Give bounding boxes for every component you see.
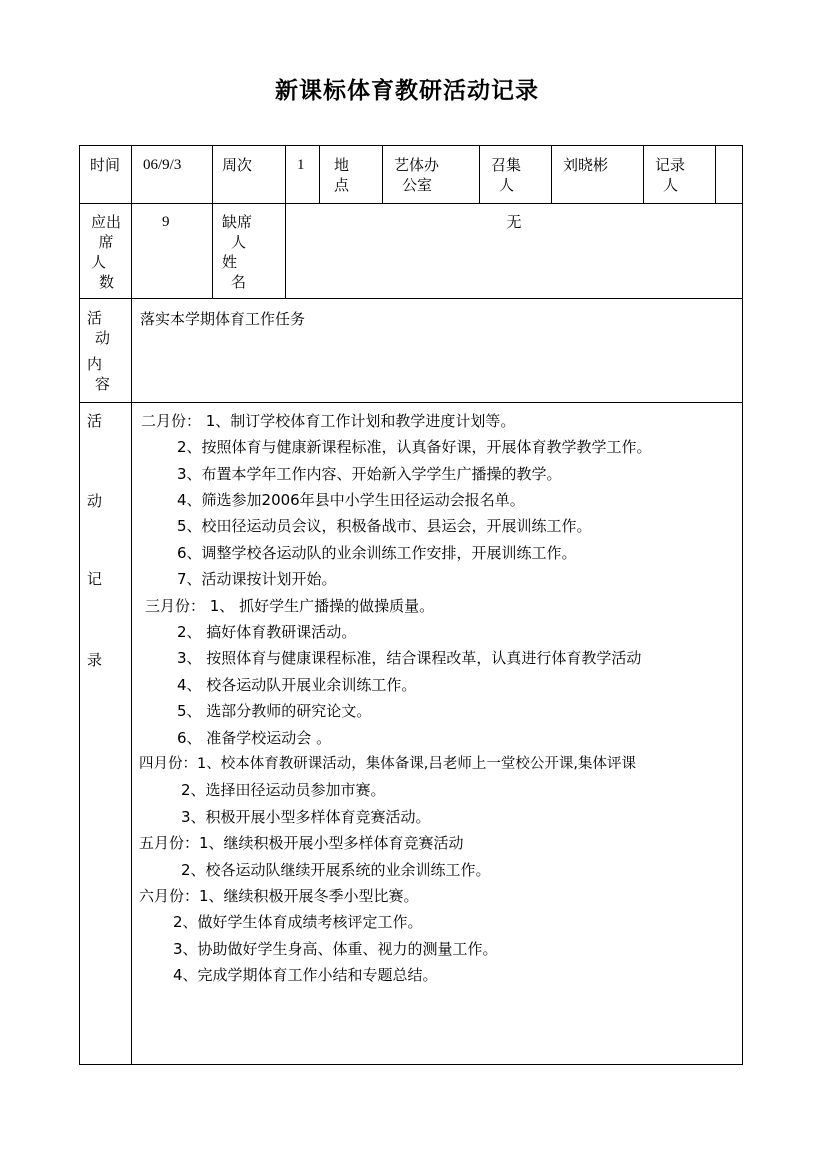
time-label: 时间	[90, 156, 121, 174]
record-line: 五月份：1、继续积极开展小型多样体育竞赛活动	[139, 834, 464, 852]
record-line: 六月份：1、继续积极开展冬季小型比赛。	[139, 887, 419, 905]
place-label-line1: 地	[334, 156, 350, 174]
absent-label-3: 姓	[222, 253, 238, 271]
absent-label-1: 缺席	[222, 213, 253, 231]
column-divider	[319, 145, 320, 203]
content-label-2: 动	[95, 329, 111, 347]
row-divider	[79, 298, 743, 299]
record-line: 4、完成学期体育工作小结和专题总结。	[173, 966, 438, 984]
record-line: 四月份：1、校本体育教研课活动，集体备课,吕老师上一堂校公开课,集体评课	[139, 756, 636, 772]
row-divider	[79, 203, 743, 204]
record-label-4: 录	[87, 651, 103, 669]
row-divider	[79, 402, 743, 403]
column-divider	[551, 145, 552, 203]
content-label-4: 容	[95, 375, 111, 393]
place-label-line2: 点	[334, 176, 350, 194]
content-value: 落实本学期体育工作任务	[140, 310, 306, 328]
record-label-3: 记	[87, 570, 103, 588]
record-line: 6、调整学校各运动队的业余训练工作安排，开展训练工作。	[177, 544, 577, 562]
week-label: 周次	[222, 156, 253, 174]
column-divider	[131, 145, 132, 1065]
record-line: 3、布置本学年工作内容、开始新入学学生广播操的教学。	[177, 465, 562, 483]
time-value: 06/9/3	[143, 157, 182, 173]
record-line: 2、校各运动队继续开展系统的业余训练工作。	[181, 861, 491, 879]
column-divider	[212, 145, 213, 203]
column-divider	[715, 145, 716, 203]
record-line: 3、 按照体育与健康课程标准，结合课程改革，认真进行体育教学活动	[177, 649, 642, 667]
page-title: 新课标体育教研活动记录	[275, 78, 539, 104]
expected-label-4: 数	[99, 273, 115, 291]
record-line: 5、 选部分教师的研究论文。	[177, 702, 372, 720]
column-divider	[643, 145, 644, 203]
place-value-line2: 公室	[402, 176, 433, 194]
record-line: 3、积极开展小型多样体育竞赛活动。	[181, 808, 431, 826]
absent-label-4: 名	[231, 273, 247, 291]
record-line: 2、按照体育与健康新课程标准，认真备好课，开展体育教学教学工作。	[177, 438, 652, 456]
expected-label-2: 席	[98, 233, 114, 251]
column-divider	[479, 145, 480, 203]
record-line: 6、 准备学校运动会 。	[177, 729, 332, 747]
place-value-line1: 艺体办	[394, 156, 440, 174]
record-line: 3、协助做好学生身高、体重、视力的测量工作。	[173, 940, 498, 958]
column-divider	[382, 145, 383, 203]
column-divider	[285, 145, 286, 203]
record-line: 4、筛选参加2006年县中小学生田径运动会报名单。	[177, 491, 525, 509]
convener-label-line1: 召集	[491, 156, 522, 174]
expected-value: 9	[162, 214, 170, 230]
record-line: 二月份： 1、制订学校体育工作计划和教学进度计划等。	[141, 412, 516, 430]
absent-value: 无	[506, 213, 522, 231]
record-label-1: 活	[87, 412, 103, 430]
expected-label-1: 应出	[90, 213, 121, 231]
recorder-label-line2: 人	[663, 176, 679, 194]
record-line: 4、 校各运动队开展业余训练工作。	[177, 676, 417, 694]
convener-label-line2: 人	[499, 176, 515, 194]
record-line: 2、选择田径运动员参加市赛。	[181, 781, 386, 799]
expected-label-3: 人	[91, 253, 107, 271]
record-line: 2、做好学生体育成绩考核评定工作。	[173, 913, 423, 931]
record-line: 5、校田径运动员会议，积极备战市、县运会，开展训练工作。	[177, 517, 592, 535]
column-divider	[212, 203, 213, 298]
convener-value: 刘晓彬	[563, 156, 609, 174]
record-line: 2、 搞好体育教研课活动。	[177, 623, 357, 641]
week-value: 1	[297, 157, 305, 173]
content-label-3: 内	[87, 355, 103, 373]
absent-label-2: 人	[231, 233, 247, 251]
record-line: 7、活动课按计划开始。	[177, 570, 337, 588]
content-label-1: 活	[87, 309, 103, 327]
record-label-2: 动	[87, 492, 103, 510]
record-line: 三月份： 1、 抓好学生广播操的做操质量。	[145, 597, 435, 615]
recorder-label-line1: 记录	[655, 156, 686, 174]
